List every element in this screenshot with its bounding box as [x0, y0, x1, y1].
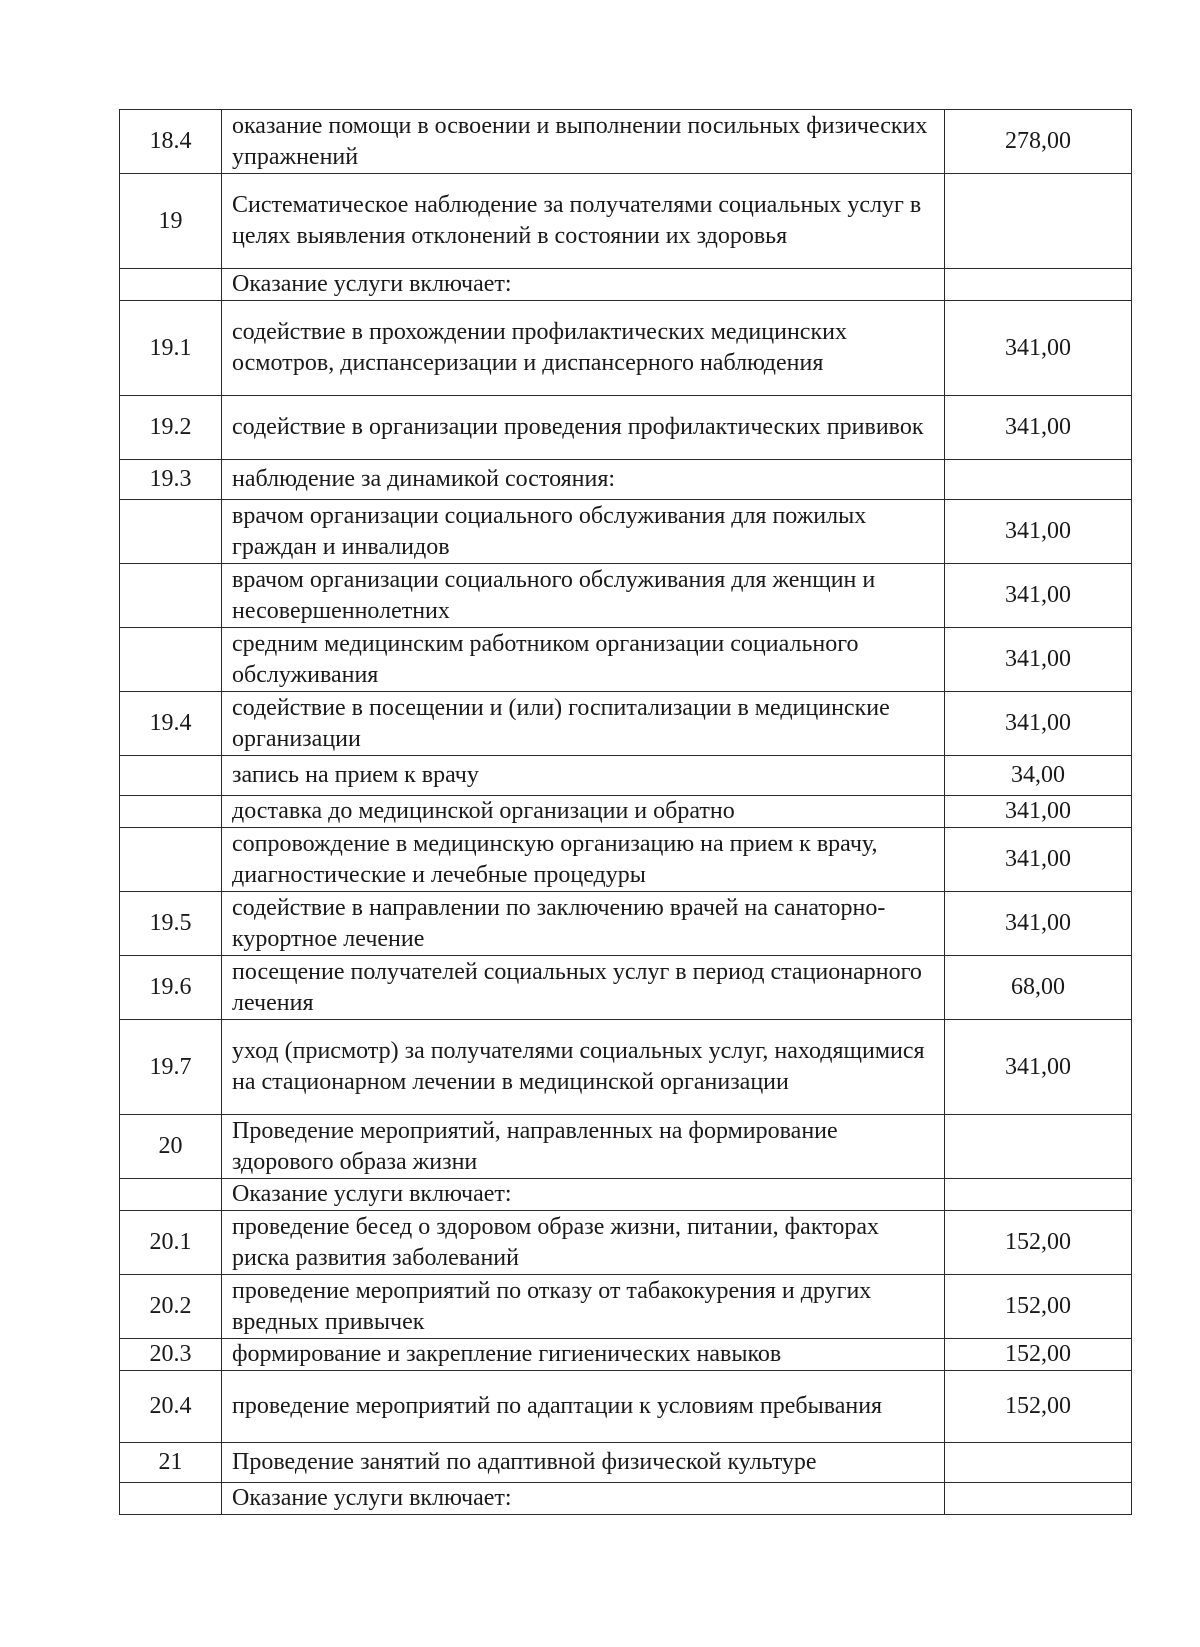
- price-cell: 341,00: [945, 692, 1132, 756]
- item-number-cell: [120, 796, 222, 828]
- service-description-cell: Проведение занятий по адаптивной физической культуре: [222, 1443, 945, 1483]
- table-row: [120, 828, 1132, 892]
- item-number-cell: 19.4: [120, 692, 222, 756]
- table-row: [120, 692, 1132, 756]
- item-number-cell: [120, 628, 222, 692]
- price-cell: 152,00: [945, 1371, 1132, 1443]
- item-number-cell: 20.2: [120, 1275, 222, 1339]
- item-number-cell: 20.1: [120, 1211, 222, 1275]
- price-cell: [945, 1443, 1132, 1483]
- table-body: [120, 110, 1132, 1515]
- price-cell: 341,00: [945, 796, 1132, 828]
- table-row: [120, 110, 1132, 174]
- table-row: [120, 1020, 1132, 1115]
- table-row: [120, 628, 1132, 692]
- price-cell: [945, 1483, 1132, 1515]
- price-cell: 152,00: [945, 1275, 1132, 1339]
- service-description-cell: Систематическое наблюдение за получателями социальных услуг в целях выявления отклонений в состоянии их здоровья: [222, 174, 945, 269]
- table-row: [120, 1443, 1132, 1483]
- table-row: [120, 564, 1132, 628]
- price-cell: [945, 1179, 1132, 1211]
- price-cell: 278,00: [945, 110, 1132, 174]
- price-cell: [945, 269, 1132, 301]
- item-number-cell: 19.3: [120, 460, 222, 500]
- service-description-cell: проведение бесед о здоровом образе жизни, питании, факторах риска развития заболеваний: [222, 1211, 945, 1275]
- price-cell: 34,00: [945, 756, 1132, 796]
- item-number-cell: [120, 828, 222, 892]
- item-number-cell: [120, 564, 222, 628]
- price-cell: 341,00: [945, 628, 1132, 692]
- item-number-cell: 20.4: [120, 1371, 222, 1443]
- service-description-cell: Проведение мероприятий, направленных на формирование здорового образа жизни: [222, 1115, 945, 1179]
- service-description-cell: уход (присмотр) за получателями социальных услуг, находящимися на стационарном лечении в медицинской организации: [222, 1020, 945, 1115]
- table-row: [120, 1339, 1132, 1371]
- price-cell: 341,00: [945, 892, 1132, 956]
- service-description-cell: посещение получателей социальных услуг в период стационарного лечения: [222, 956, 945, 1020]
- service-description-cell: проведение мероприятий по отказу от табакокурения и других вредных привычек: [222, 1275, 945, 1339]
- item-number-cell: [120, 756, 222, 796]
- price-cell: 341,00: [945, 1020, 1132, 1115]
- table-row: [120, 1483, 1132, 1515]
- table-row: [120, 1179, 1132, 1211]
- service-description-cell: доставка до медицинской организации и обратно: [222, 796, 945, 828]
- price-cell: 341,00: [945, 500, 1132, 564]
- item-number-cell: 18.4: [120, 110, 222, 174]
- item-number-cell: 20.3: [120, 1339, 222, 1371]
- table-row: [120, 174, 1132, 269]
- service-description-cell: содействие в направлении по заключению врачей на санаторно-курортное лечение: [222, 892, 945, 956]
- price-cell: 341,00: [945, 396, 1132, 460]
- item-number-cell: 19.6: [120, 956, 222, 1020]
- item-number-cell: [120, 1483, 222, 1515]
- service-description-cell: содействие в посещении и (или) госпитализации в медицинские организации: [222, 692, 945, 756]
- price-cell: 68,00: [945, 956, 1132, 1020]
- service-description-cell: Оказание услуги включает:: [222, 1483, 945, 1515]
- table-row: [120, 1211, 1132, 1275]
- table-row: [120, 500, 1132, 564]
- item-number-cell: 20: [120, 1115, 222, 1179]
- item-number-cell: 19.2: [120, 396, 222, 460]
- table-row: [120, 892, 1132, 956]
- service-description-cell: сопровождение в медицинскую организацию на прием к врачу, диагностические и лечебные процедуры: [222, 828, 945, 892]
- service-description-cell: содействие в прохождении профилактических медицинских осмотров, диспансеризации и диспансерного наблюдения: [222, 301, 945, 396]
- service-description-cell: проведение мероприятий по адаптации к условиям пребывания: [222, 1371, 945, 1443]
- service-description-cell: наблюдение за динамикой состояния:: [222, 460, 945, 500]
- item-number-cell: 19.5: [120, 892, 222, 956]
- item-number-cell: [120, 500, 222, 564]
- price-cell: 341,00: [945, 301, 1132, 396]
- table-row: [120, 460, 1132, 500]
- service-description-cell: Оказание услуги включает:: [222, 1179, 945, 1211]
- service-description-cell: оказание помощи в освоении и выполнении посильных физических упражнений: [222, 110, 945, 174]
- item-number-cell: 19: [120, 174, 222, 269]
- service-description-cell: Оказание услуги включает:: [222, 269, 945, 301]
- service-description-cell: формирование и закрепление гигиенических навыков: [222, 1339, 945, 1371]
- price-cell: 152,00: [945, 1211, 1132, 1275]
- table-row: [120, 396, 1132, 460]
- table-row: [120, 269, 1132, 301]
- service-description-cell: содействие в организации проведения профилактических прививок: [222, 396, 945, 460]
- service-description-cell: врачом организации социального обслуживания для пожилых граждан и инвалидов: [222, 500, 945, 564]
- table-row: [120, 1275, 1132, 1339]
- table-row: [120, 1371, 1132, 1443]
- price-cell: [945, 174, 1132, 269]
- price-cell: 341,00: [945, 828, 1132, 892]
- price-cell: [945, 460, 1132, 500]
- service-description-cell: врачом организации социального обслуживания для женщин и несовершеннолетних: [222, 564, 945, 628]
- services-price-table: [119, 109, 1132, 1515]
- item-number-cell: 19.7: [120, 1020, 222, 1115]
- item-number-cell: 21: [120, 1443, 222, 1483]
- table-row: [120, 301, 1132, 396]
- price-cell: 152,00: [945, 1339, 1132, 1371]
- price-cell: 341,00: [945, 564, 1132, 628]
- price-cell: [945, 1115, 1132, 1179]
- item-number-cell: [120, 269, 222, 301]
- service-description-cell: запись на прием к врачу: [222, 756, 945, 796]
- table-row: [120, 796, 1132, 828]
- table-row: [120, 1115, 1132, 1179]
- table-row: [120, 956, 1132, 1020]
- item-number-cell: [120, 1179, 222, 1211]
- service-description-cell: средним медицинским работником организации социального обслуживания: [222, 628, 945, 692]
- table-row: [120, 756, 1132, 796]
- item-number-cell: 19.1: [120, 301, 222, 396]
